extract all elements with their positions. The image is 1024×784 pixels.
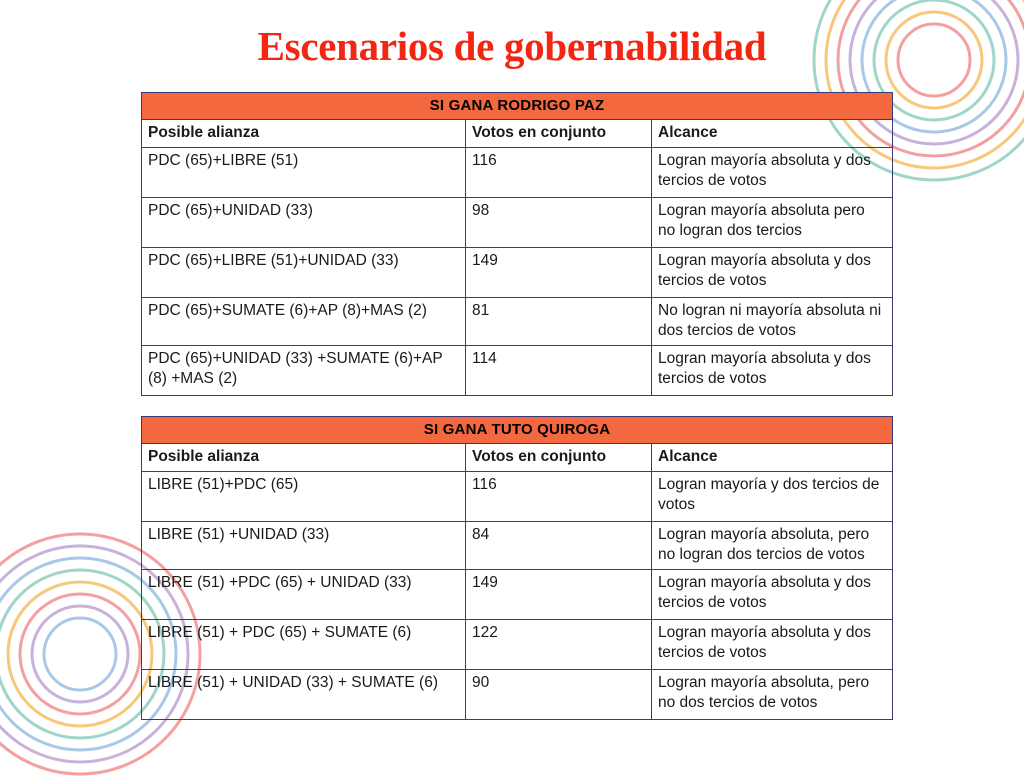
cell-alcance: Logran mayoría y dos tercios de votos [652,472,893,522]
cell-votos: 149 [466,248,652,298]
table-header-row [142,120,893,148]
cell-votos: 116 [466,148,652,198]
cell-alcance: Logran mayoría absoluta y dos tercios de votos [652,569,893,619]
cell-alcance: Logran mayoría absoluta, pero no logran dos tercios de votos [652,522,893,570]
column-header-alcance: Alcance [652,444,893,472]
cell-alianza: LIBRE (51) + UNIDAD (33) + SUMATE (6) [142,669,466,719]
table-row [142,669,893,719]
cell-alcance: Logran mayoría absoluta y dos tercios de votos [652,148,893,198]
cell-alianza: PDC (65)+LIBRE (51)+UNIDAD (33) [142,248,466,298]
cell-votos: 116 [466,472,652,522]
scenario-table-rodrigo-paz [141,92,892,396]
table-banner-row [142,93,893,120]
table-header-row [142,444,893,472]
column-header-alianza: Posible alianza [142,444,466,472]
cell-alianza: LIBRE (51) + PDC (65) + SUMATE (6) [142,619,466,669]
cell-alcance: Logran mayoría absoluta, pero no dos tercios de votos [652,669,893,719]
table-row [142,345,893,395]
cell-alcance: Logran mayoría absoluta pero no logran dos tercios [652,198,893,248]
cell-alianza: PDC (65)+LIBRE (51) [142,148,466,198]
cell-votos: 114 [466,345,652,395]
table-row [142,298,893,346]
scenario-table-tuto-quiroga [141,416,892,720]
table-banner-row [142,417,893,444]
cell-alianza: PDC (65)+SUMATE (6)+AP (8)+MAS (2) [142,298,466,346]
cell-alianza: LIBRE (51)+PDC (65) [142,472,466,522]
table-banner-label: SI GANA TUTO QUIROGA [142,417,893,444]
cell-alcance: Logran mayoría absoluta y dos tercios de votos [652,619,893,669]
cell-votos: 122 [466,619,652,669]
table [141,92,893,396]
cell-alcance: No logran ni mayoría absoluta ni dos tercios de votos [652,298,893,346]
cell-alianza: LIBRE (51) +PDC (65) + UNIDAD (33) [142,569,466,619]
column-header-alcance: Alcance [652,120,893,148]
column-header-alianza: Posible alianza [142,120,466,148]
cell-votos: 149 [466,569,652,619]
cell-alianza: PDC (65)+UNIDAD (33) +SUMATE (6)+AP (8) +MAS (2) [142,345,466,395]
table-banner-label: SI GANA RODRIGO PAZ [142,93,893,120]
cell-votos: 84 [466,522,652,570]
cell-alianza: PDC (65)+UNIDAD (33) [142,198,466,248]
column-header-votos: Votos en conjunto [466,444,652,472]
column-header-votos: Votos en conjunto [466,120,652,148]
cell-votos: 98 [466,198,652,248]
cell-votos: 90 [466,669,652,719]
cell-alianza: LIBRE (51) +UNIDAD (33) [142,522,466,570]
cell-alcance: Logran mayoría absoluta y dos tercios de votos [652,248,893,298]
table-row [142,472,893,522]
table-row [142,198,893,248]
table-row [142,619,893,669]
table [141,416,893,720]
table-row [142,148,893,198]
table-row [142,522,893,570]
table-row [142,248,893,298]
cell-votos: 81 [466,298,652,346]
page-title: Escenarios de gobernabilidad [257,23,767,69]
table-row [142,569,893,619]
cell-alcance: Logran mayoría absoluta y dos tercios de votos [652,345,893,395]
